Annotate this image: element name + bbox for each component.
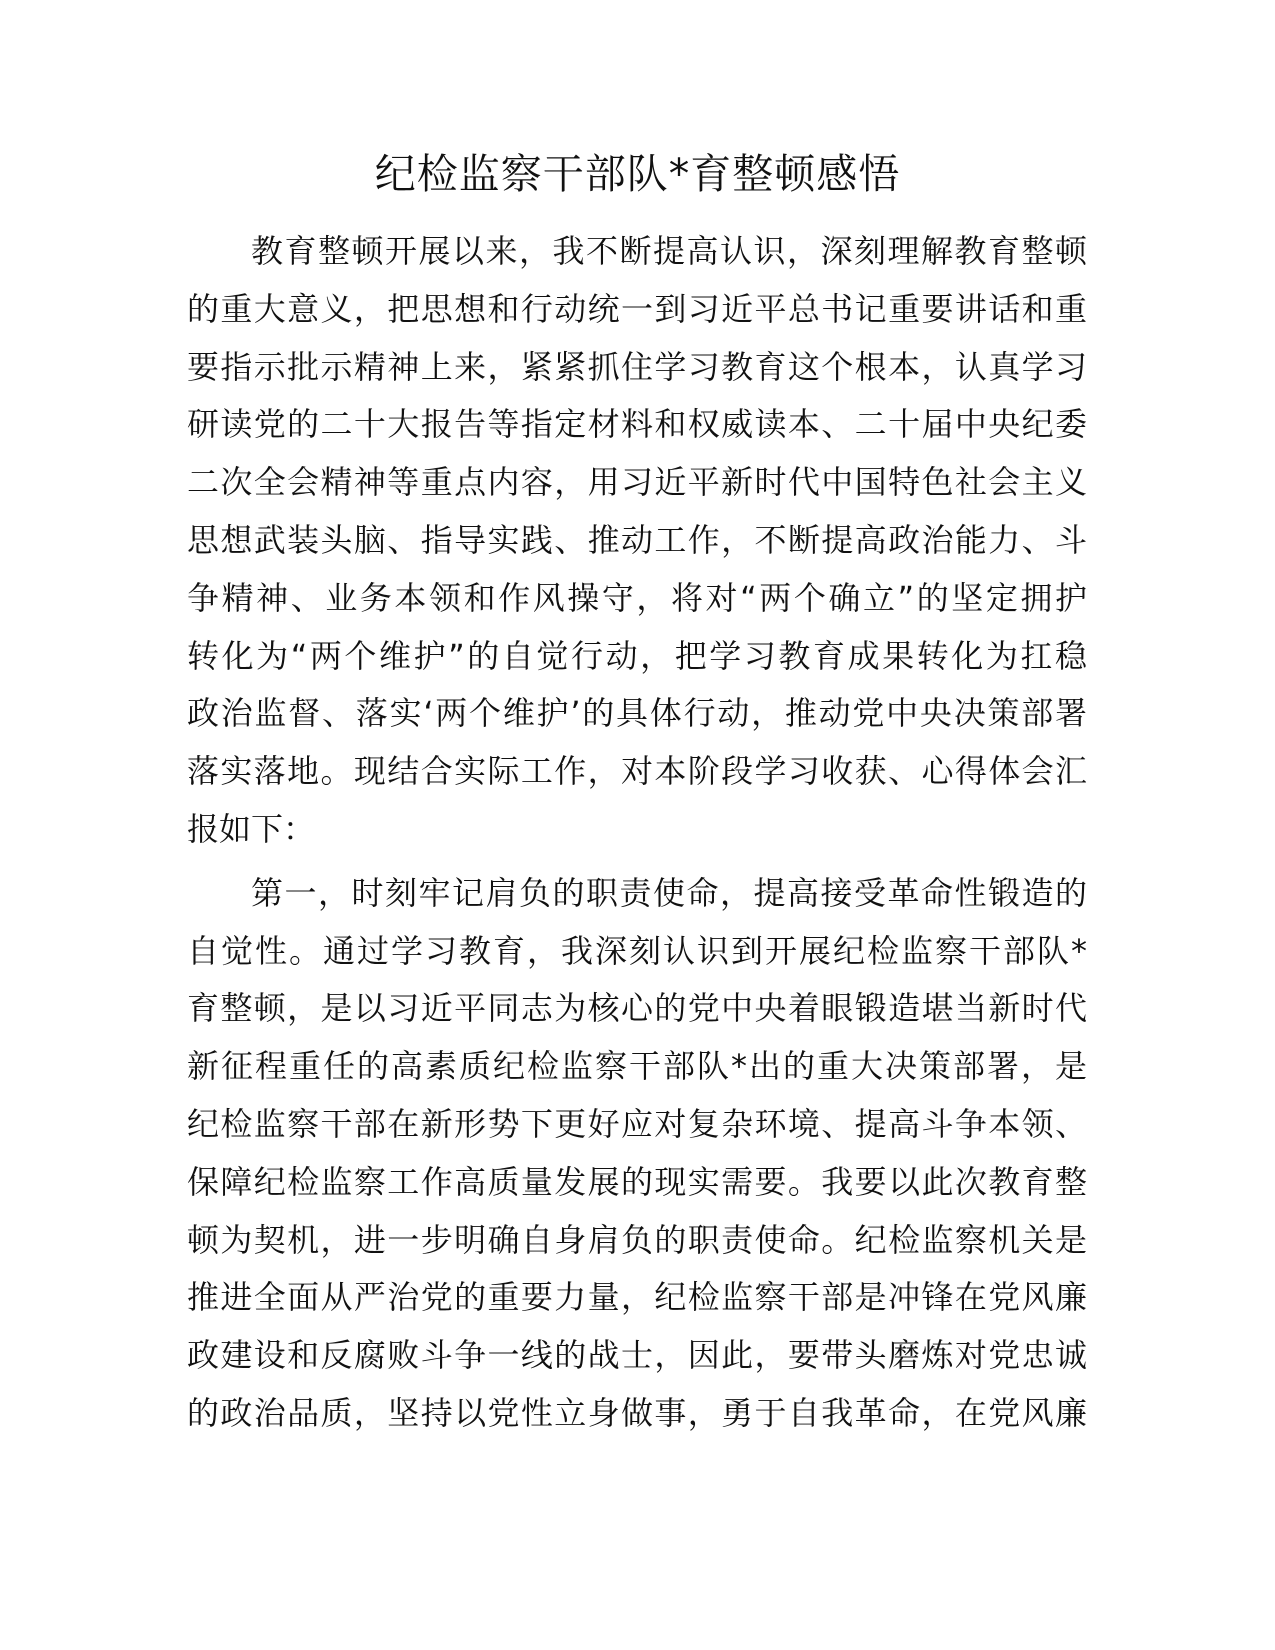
text-line: 自觉性。通过学习教育，我深刻认识到开展纪检监察干部队* (187, 931, 1087, 970)
paragraph-intro (187, 223, 1087, 859)
text-line: 的重大意义，把思想和行动统一到习近平总书记重要讲话和重 (187, 289, 1087, 328)
document-title: 纪检监察干部队*育整顿感悟 (374, 150, 901, 198)
text-line: 研读党的二十大报告等指定材料和权威读本、二十届中央纪委 (187, 405, 1087, 444)
text-line: 争精神、业务本领和作风操守，将对“两个确立”的坚定拥护 (187, 578, 1087, 617)
text-line: 新征程重任的高素质纪检监察干部队*出的重大决策部署，是 (187, 1047, 1087, 1086)
text-line: 第一，时刻牢记肩负的职责使命，提高接受革命性锻造的 (251, 873, 1087, 912)
text-line: 纪检监察干部在新形势下更好应对复杂环境、提高斗争本领、 (187, 1104, 1087, 1143)
text-line: 的政治品质，坚持以党性立身做事，勇于自我革命，在党风廉 (187, 1393, 1087, 1432)
text-line: 政治监督、落实‘两个维护’的具体行动，推动党中央决策部署 (187, 694, 1087, 733)
text-line: 教育整顿开展以来，我不断提高认识，深刻理解教育整顿 (251, 232, 1087, 270)
text-line: 政建设和反腐败斗争一线的战士，因此，要带头磨炼对党忠诚 (187, 1336, 1087, 1375)
text-line: 推进全面从严治党的重要力量，纪检监察干部是冲锋在党风廉 (187, 1278, 1087, 1317)
text-line: 顿为契机，进一步明确自身肩负的职责使命。纪检监察机关是 (187, 1220, 1087, 1259)
text-line: 育整顿，是以习近平同志为核心的党中央着眼锻造堪当新时代 (187, 989, 1087, 1028)
text-line: 思想武装头脑、指导实践、推动工作，不断提高政治能力、斗 (187, 520, 1087, 559)
text-line: 报如下： (187, 809, 316, 848)
text-line: 要指示批示精神上来，紧紧抓住学习教育这个根本，认真学习 (187, 347, 1087, 386)
document-body (187, 223, 1087, 1443)
text-line: 二次全会精神等重点内容，用习近平新时代中国特色社会主义 (187, 463, 1087, 502)
text-line: 落实落地。现结合实际工作，对本阶段学习收获、心得体会汇 (187, 752, 1087, 791)
paragraph-first-point (187, 865, 1087, 1443)
text-line: 转化为“两个维护”的自觉行动，把学习教育成果转化为扛稳 (187, 636, 1087, 675)
text-line: 保障纪检监察工作高质量发展的现实需要。我要以此次教育整 (187, 1162, 1087, 1201)
